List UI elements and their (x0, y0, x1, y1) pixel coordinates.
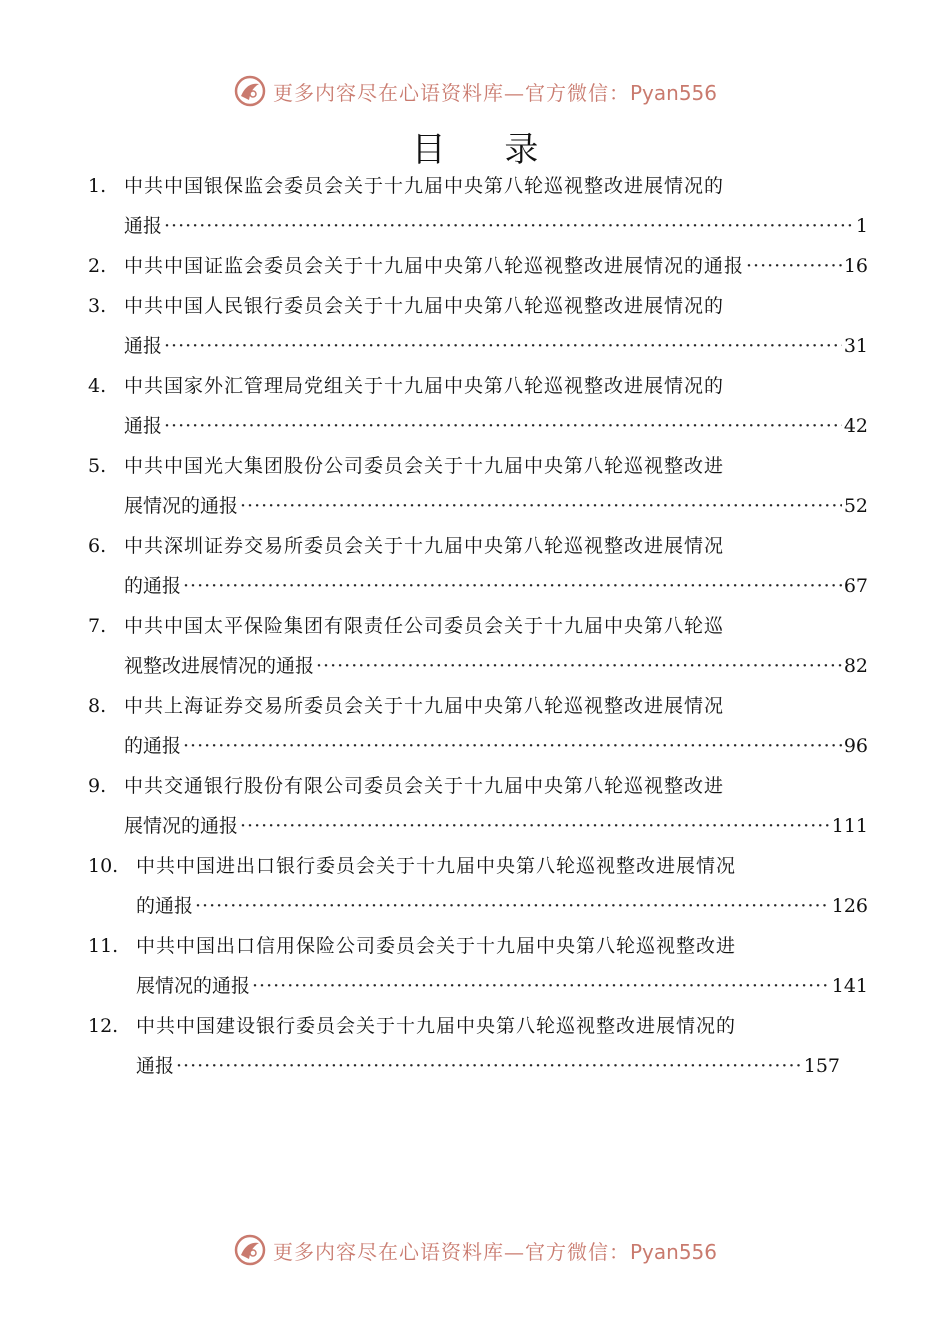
entry-title: 中共中国银保监会委员会关于十九届中央第八轮巡视整改进展情况的 (124, 175, 725, 197)
watermark-logo-icon (233, 74, 267, 108)
entry-page: 157 (803, 1055, 840, 1077)
toc-entry-7[interactable] (88, 606, 868, 686)
entry-number: 7. (88, 615, 107, 637)
toc-entry-4[interactable] (88, 366, 868, 446)
dot-leader (162, 206, 854, 246)
entry-page: 126 (831, 895, 868, 917)
entry-title-cont: 展情况的通报 (124, 495, 239, 517)
dot-leader (250, 966, 830, 1006)
entry-page: 42 (843, 415, 868, 437)
dot-leader (238, 806, 830, 846)
toc-entry-1[interactable] (88, 166, 868, 246)
table-of-contents (88, 166, 868, 1086)
entry-number: 3. (88, 295, 107, 317)
entry-number: 2. (88, 255, 107, 277)
entry-title: 中共中国光大集团股份公司委员会关于十九届中央第八轮巡视整改进 (124, 455, 725, 477)
entry-number: 4. (88, 375, 107, 397)
header-watermark (0, 74, 950, 108)
dot-leader (238, 486, 842, 526)
entry-title: 中共国家外汇管理局党组关于十九届中央第八轮巡视整改进展情况的 (124, 375, 725, 397)
entry-title: 中共中国太平保险集团有限责任公司委员会关于十九届中央第八轮巡 (124, 615, 725, 637)
dot-leader (193, 886, 830, 926)
entry-title: 中共中国建设银行委员会关于十九届中央第八轮巡视整改进展情况的 (136, 1015, 737, 1037)
dot-leader (162, 406, 842, 446)
watermark-handle: Pyan556 (629, 80, 717, 105)
entry-number: 11. (88, 935, 119, 957)
dot-leader (162, 326, 842, 366)
entry-title: 中共中国出口信用保险公司委员会关于十九届中央第八轮巡视整改进 (136, 935, 737, 957)
entry-title: 中共中国证监会委员会关于十九届中央第八轮巡视整改进展情况的通报 (124, 255, 745, 277)
entry-page: 111 (831, 815, 868, 837)
entry-number: 10. (88, 855, 119, 877)
entry-title-cont: 的通报 (124, 575, 182, 597)
watermark-text: 更多内容尽在心语资料库—官方微信：Pyan556 (272, 80, 717, 105)
entry-title-cont: 通报 (124, 415, 163, 437)
entry-title: 中共中国进出口银行委员会关于十九届中央第八轮巡视整改进展情况 (136, 855, 737, 877)
entry-page: 141 (831, 975, 868, 997)
dot-leader (744, 246, 842, 286)
dot-leader (174, 1046, 802, 1086)
entry-title-cont: 展情况的通报 (124, 815, 239, 837)
toc-entry-8[interactable] (88, 686, 868, 766)
entry-page: 1 (855, 215, 868, 237)
watermark-handle: Pyan556 (629, 1239, 717, 1264)
entry-title: 中共深圳证券交易所委员会关于十九届中央第八轮巡视整改进展情况 (124, 535, 725, 557)
entry-number: 6. (88, 535, 107, 557)
toc-entry-6[interactable] (88, 526, 868, 606)
toc-entry-5[interactable] (88, 446, 868, 526)
entry-title: 中共交通银行股份有限公司委员会关于十九届中央第八轮巡视整改进 (124, 775, 725, 797)
entry-title: 中共中国人民银行委员会关于十九届中央第八轮巡视整改进展情况的 (124, 295, 725, 317)
watermark-logo-icon (233, 1233, 267, 1267)
toc-entry-2[interactable] (88, 246, 868, 286)
entry-page: 16 (843, 255, 868, 277)
toc-entry-12[interactable] (88, 1006, 868, 1086)
entry-page: 52 (843, 495, 868, 517)
entry-title-cont: 通报 (136, 1055, 175, 1077)
dot-leader (181, 566, 842, 606)
entry-number: 9. (88, 775, 107, 797)
entry-title-cont: 的通报 (124, 735, 182, 757)
toc-entry-11[interactable] (88, 926, 868, 1006)
entry-page: 82 (843, 655, 868, 677)
entry-number: 5. (88, 455, 107, 477)
footer-watermark (0, 1233, 950, 1267)
toc-entry-3[interactable] (88, 286, 868, 366)
entry-number: 1. (88, 175, 107, 197)
dot-leader (181, 726, 842, 766)
entry-title: 中共上海证券交易所委员会关于十九届中央第八轮巡视整改进展情况 (124, 695, 725, 717)
toc-entry-9[interactable] (88, 766, 868, 846)
entry-title-cont: 视整改进展情况的通报 (124, 655, 315, 677)
entry-title-cont: 展情况的通报 (136, 975, 251, 997)
toc-entry-10[interactable] (88, 846, 868, 926)
entry-number: 8. (88, 695, 107, 717)
toc-title: 目 录 (411, 130, 563, 170)
entry-page: 96 (843, 735, 868, 757)
entry-page: 31 (843, 335, 868, 357)
entry-title-cont: 通报 (124, 335, 163, 357)
entry-number: 12. (88, 1015, 119, 1037)
entry-title-cont: 的通报 (136, 895, 194, 917)
entry-page: 67 (843, 575, 868, 597)
entry-title-cont: 通报 (124, 215, 163, 237)
watermark-text: 更多内容尽在心语资料库—官方微信：Pyan556 (272, 1239, 717, 1264)
dot-leader (314, 646, 842, 686)
